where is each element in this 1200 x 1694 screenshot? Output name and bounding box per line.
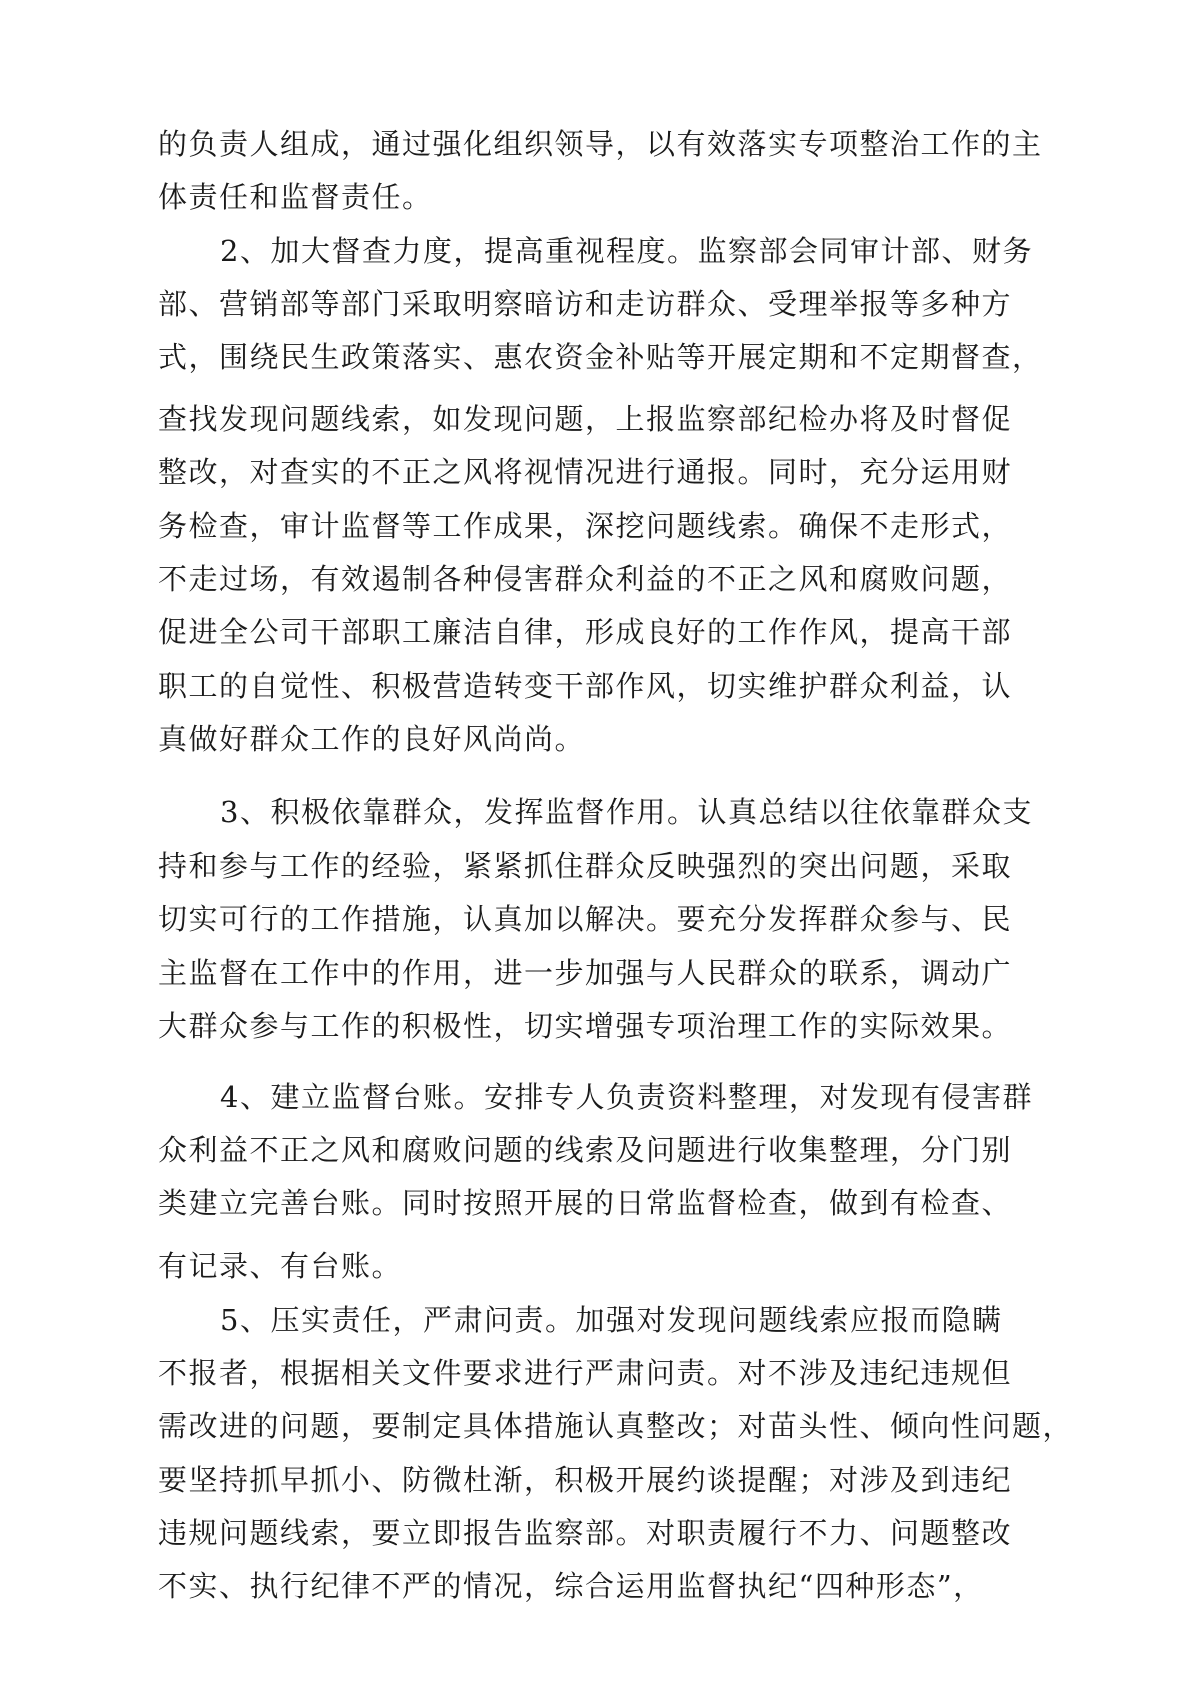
text-line: 类建立完善台账。同时按照开展的日常监督检查，做到有检查、 <box>158 1186 1013 1220</box>
text-line: 要坚持抓早抓小、防微杜渐，积极开展约谈提醒；对涉及到违纪 <box>158 1463 1013 1497</box>
text-line: 体责任和监督责任。 <box>158 180 433 214</box>
text-line: 不报者，根据相关文件要求进行严肃问责。对不涉及违纪违规但 <box>158 1356 1013 1390</box>
paragraph-2-start: 2、加大督查力度，提高重视程度。监察部会同审计部、财务 <box>220 234 1033 268</box>
paragraph-4-start: 4、建立监督台账。安排专人负责资料整理，对发现有侵害群 <box>220 1080 1033 1114</box>
paragraph-3-start: 3、积极依靠群众，发挥监督作用。认真总结以往依靠群众支 <box>220 795 1033 829</box>
text-line: 整改，对查实的不正之风将视情况进行通报。同时，充分运用财 <box>158 455 1013 489</box>
text-line: 持和参与工作的经验，紧紧抓住群众反映强烈的突出问题，采取 <box>158 849 1013 883</box>
text-line: 的负责人组成，通过强化组织领导，以有效落实专项整治工作的主 <box>158 127 1043 161</box>
text-line: 不实、执行纪律不严的情况，综合运用监督执纪“四种形态”， <box>158 1569 984 1603</box>
text-line: 不走过场，有效遏制各种侵害群众利益的不正之风和腐败问题， <box>158 562 1013 596</box>
paragraph-5-start: 5、压实责任，严肃问责。加强对发现问题线索应报而隐瞒 <box>220 1303 1003 1337</box>
text-line: 务检查，审计监督等工作成果，深挖问题线索。确保不走形式， <box>158 509 1013 543</box>
text-line: 主监督在工作中的作用，进一步加强与人民群众的联系，调动广 <box>158 956 1013 990</box>
text-line: 众利益不正之风和腐败问题的线索及问题进行收集整理，分门别 <box>158 1133 1013 1167</box>
text-line: 查找发现问题线索，如发现问题，上报监察部纪检办将及时督促 <box>158 402 1013 436</box>
text-line: 有记录、有台账。 <box>158 1249 403 1283</box>
text-line: 大群众参与工作的积极性，切实增强专项治理工作的实际效果。 <box>158 1009 1013 1043</box>
text-line: 切实可行的工作措施，认真加以解决。要充分发挥群众参与、民 <box>158 902 1013 936</box>
text-line: 需改进的问题，要制定具体措施认真整改；对苗头性、倾向性问题， <box>158 1409 1074 1443</box>
text-line: 式，围绕民生政策落实、惠农资金补贴等开展定期和不定期督查， <box>158 340 1043 374</box>
text-line: 真做好群众工作的良好风尚尚。 <box>158 722 586 756</box>
text-line: 促进全公司干部职工廉洁自律，形成良好的工作作风，提高干部 <box>158 615 1013 649</box>
text-line: 违规问题线索，要立即报告监察部。对职责履行不力、问题整改 <box>158 1516 1013 1550</box>
text-line: 职工的自觉性、积极营造转变干部作风，切实维护群众利益，认 <box>158 669 1013 703</box>
text-line: 部、营销部等部门采取明察暗访和走访群众、受理举报等多种方 <box>158 287 1013 321</box>
